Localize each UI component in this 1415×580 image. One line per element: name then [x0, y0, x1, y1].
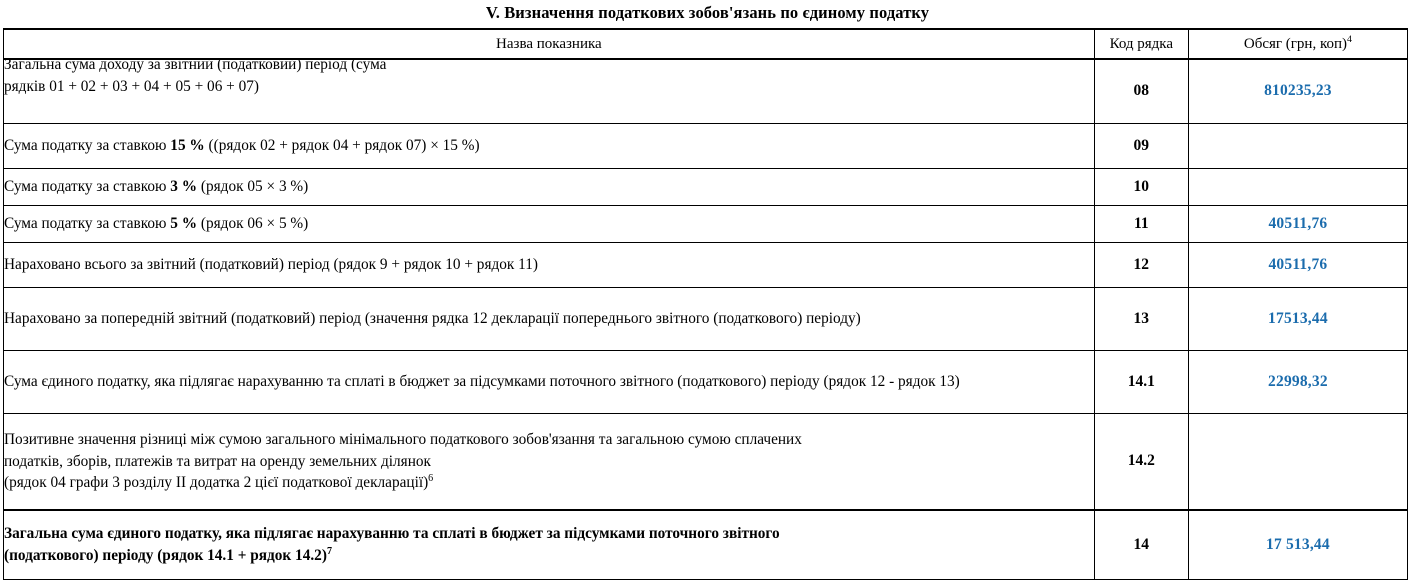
table-row: [4, 350, 1408, 413]
column-header-code: Код рядка: [1094, 29, 1188, 59]
row-name-cell-12: Нараховано всього за звітний (податковий) період (рядок 9 + рядок 10 + рядок 11): [4, 242, 1095, 287]
row-name-cell-14-2: [4, 413, 1095, 510]
table-row: [4, 123, 1408, 168]
row-name-prefix-11: Сума податку за ставкою: [4, 215, 171, 233]
row-code-cell-13: 13: [1094, 287, 1188, 350]
row-code-cell-08: 08: [1094, 59, 1188, 124]
row-name-suffix-09: ((рядок 02 + рядок 04 + рядок 07) × 15 %): [204, 137, 480, 155]
table-row: [4, 413, 1408, 510]
row-value-cell-09: [1188, 123, 1407, 168]
row-name-rate-11: 5 %: [170, 215, 198, 233]
row-value-cell-11: 40511,76: [1188, 205, 1407, 242]
row-name-cell-10: [4, 168, 1095, 205]
row-name-rate-10: 3 %: [170, 178, 198, 196]
row-name-text-08: рядків 01 + 02 + 03 + 04 + 05 + 06 + 07): [4, 78, 260, 96]
row-name-superscript-14-2: 6: [428, 473, 434, 485]
table-row: [4, 168, 1408, 205]
row-name-line1-14: Загальна сума єдиного податку, яка підлягає нарахуванню та сплаті в бюджет за підсумками поточного звітного: [4, 525, 780, 543]
row-name-clipped-line-08: Загальна сума доходу за звітний (податковий) період (сума: [4, 56, 387, 74]
row-code-cell-11: 11: [1094, 205, 1188, 242]
row-name-prefix-09: Сума податку за ставкою: [4, 137, 171, 155]
row-code-cell-10: 10: [1094, 168, 1188, 205]
row-name-line2-14: (податкового) періоду (рядок 14.1 + рядок 14.2): [4, 546, 327, 564]
row-value-cell-14-1: 22998,32: [1188, 350, 1407, 413]
row-name-line1-14-2: Позитивне значення різниці між сумою загального мінімального податкового зобов'язання та загальною сумою сплачених: [4, 430, 802, 448]
row-value-cell-10: [1188, 168, 1407, 205]
row-code-cell-12: 12: [1094, 242, 1188, 287]
table-row: [4, 287, 1408, 350]
row-name-superscript-14: 7: [326, 545, 332, 557]
row-code-cell-14-2: 14.2: [1094, 413, 1188, 510]
row-name-cell-13: Нараховано за попередній звітний (податковий) період (значення рядка 12 декларації попереднього звітного (податкового) періоду): [4, 287, 1095, 350]
row-name-suffix-10: (рядок 05 × 3 %): [197, 178, 309, 196]
row-value-cell-12: 40511,76: [1188, 242, 1407, 287]
row-value-cell-08: 810235,23: [1188, 59, 1407, 124]
row-code-cell-09: 09: [1094, 123, 1188, 168]
row-code-cell-14-1: 14.1: [1094, 350, 1188, 413]
table-row-total: [4, 510, 1408, 580]
row-value-cell-13: 17513,44: [1188, 287, 1407, 350]
table-row: [4, 59, 1408, 124]
table-row: [4, 242, 1408, 287]
page-title: V. Визначення податкових зобов'язань по єдиному податку: [485, 3, 930, 22]
row-name-line2-14-2: податків, зборів, платежів та витрат на оренду земельних ділянок: [4, 452, 431, 470]
row-name-suffix-11: (рядок 06 × 5 %): [197, 215, 309, 233]
row-name-cell-09: [4, 123, 1095, 168]
row-name-cell-08: [4, 56, 1095, 124]
tax-liabilities-table: [3, 28, 1408, 580]
row-name-cell-14: [4, 510, 1095, 580]
column-header-value-superscript: 4: [1347, 33, 1352, 45]
row-name-line3-14-2: (рядок 04 графи 3 розділу II додатка 2 цієї податкової декларації): [4, 474, 429, 492]
column-header-value: [1188, 29, 1407, 59]
row-code-cell-14: 14: [1094, 510, 1188, 580]
clipped-text-window: [4, 56, 1094, 112]
row-name-cell-14-1: Сума єдиного податку, яка підлягає нарахуванню та сплаті в бюджет за підсумками поточного звітного (податкового) періоду (рядок 12 - рядок 13): [4, 350, 1095, 413]
row-value-cell-14-2: [1188, 413, 1407, 510]
row-value-cell-14: 17 513,44: [1188, 510, 1407, 580]
column-header-value-label: Обсяг (грн, коп): [1243, 35, 1348, 52]
row-name-rate-09: 15 %: [170, 137, 205, 155]
table-row: [4, 205, 1408, 242]
column-header-name: Назва показника: [4, 29, 1095, 59]
row-name-prefix-10: Сума податку за ставкою: [4, 178, 171, 196]
row-name-cell-11: [4, 205, 1095, 242]
